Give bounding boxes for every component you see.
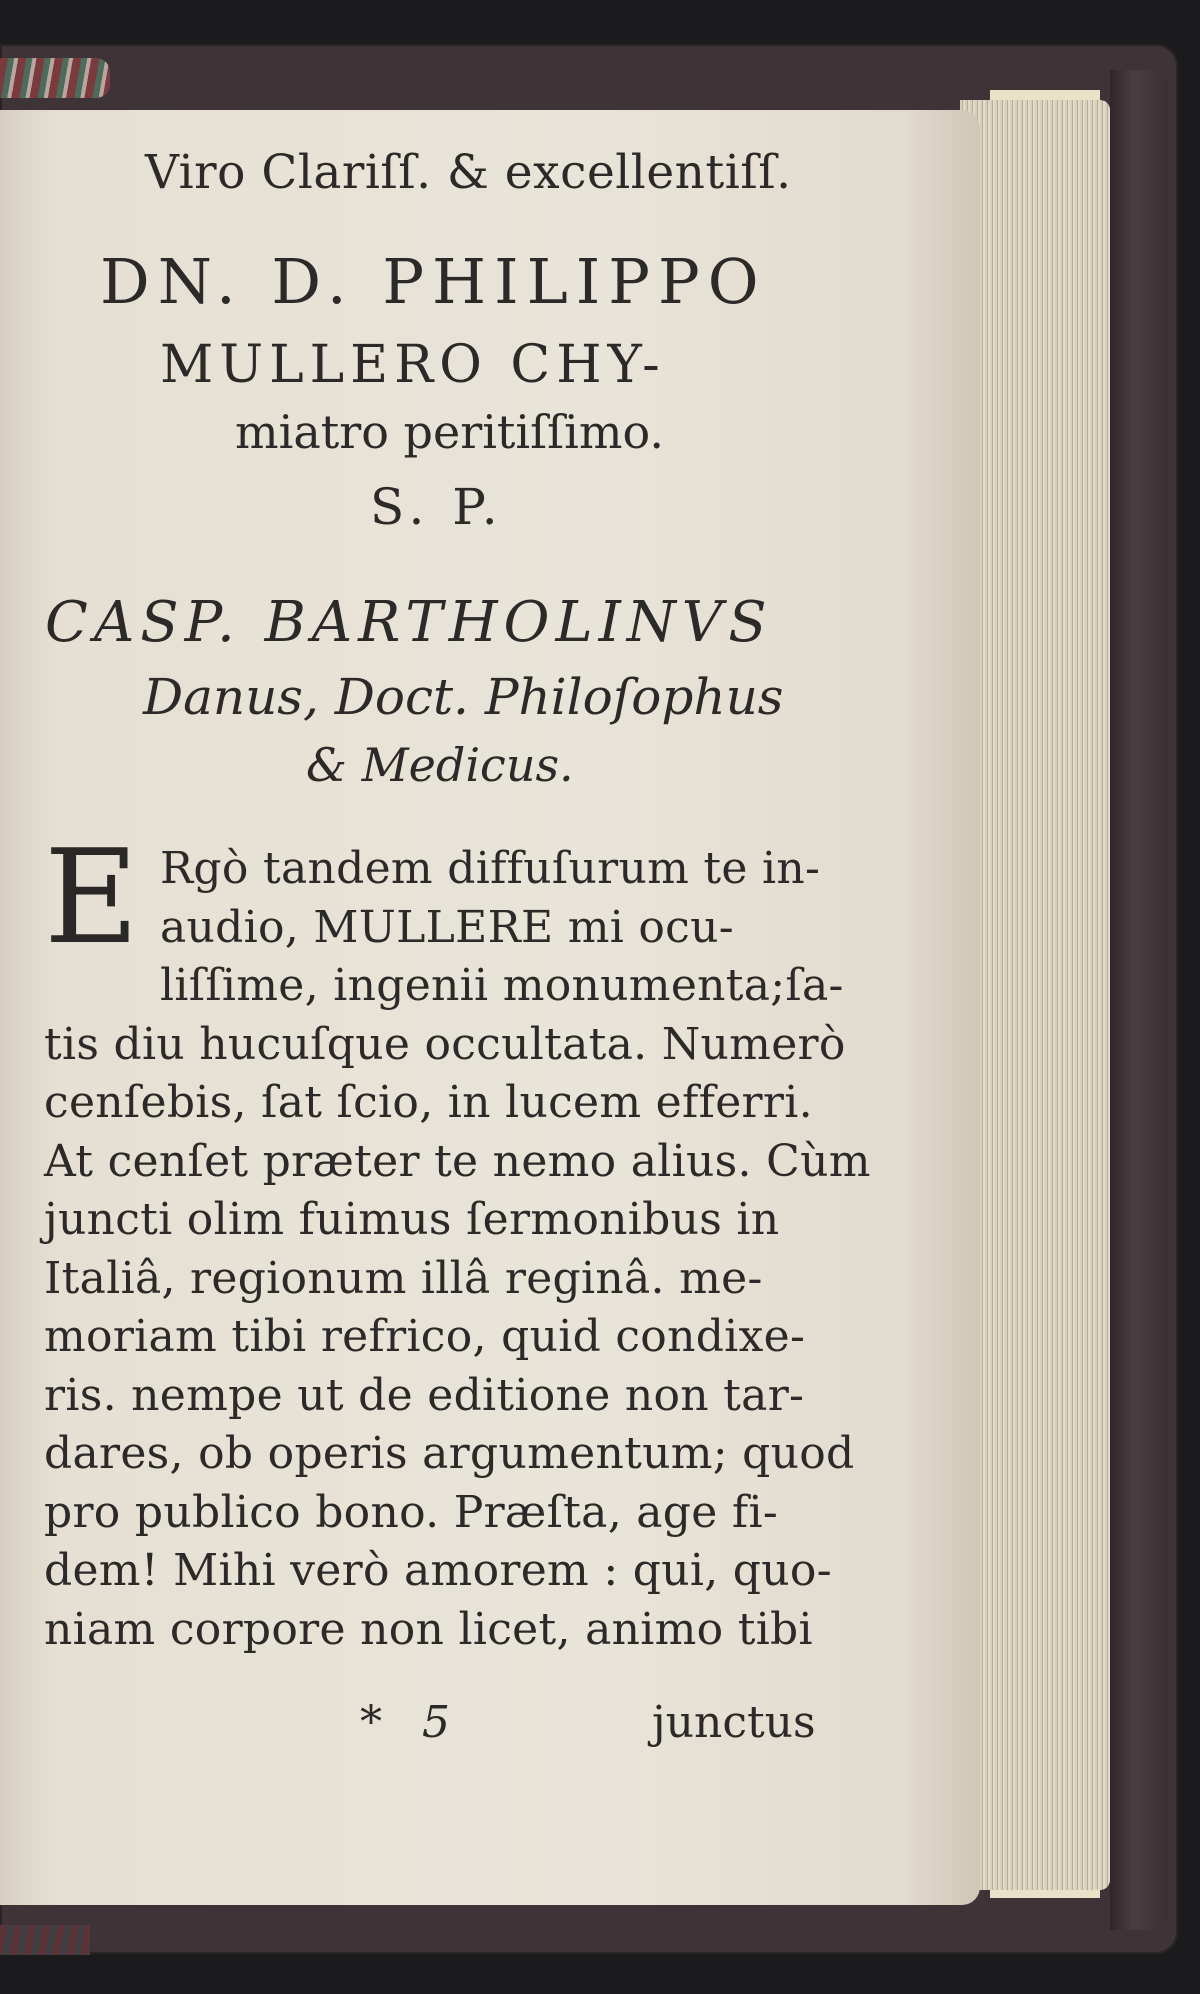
dedication-name-line2: MULLERO CHY- <box>160 335 666 395</box>
body-line: tis diu hucuſque occultata. Numerò <box>44 1018 846 1070</box>
bookmark-ribbon-bottom <box>0 1925 90 1955</box>
drop-cap: E <box>44 821 139 973</box>
author-title-line1: Danus, Doct. Philoſophus <box>143 668 784 726</box>
body-line: At cenſet præter te nemo alius. Cùm <box>44 1135 871 1187</box>
author-name: CASP. BARTHOLINVS <box>45 590 773 655</box>
body-line: liſſime, ingenii monumenta;ſa- <box>160 960 844 1011</box>
body-line: audio, MULLERE mi ocu- <box>160 901 734 953</box>
page-edges <box>960 100 1110 1890</box>
signature-star: * <box>360 1697 382 1748</box>
dedication-name-line1: DN. D. PHILIPPO <box>100 245 767 318</box>
dedication-greeting: S. P. <box>370 478 504 536</box>
body-line: niam corpore non licet, animo tibi <box>44 1603 813 1655</box>
body-line: Rgò tandem diffuſurum te in- <box>160 843 821 894</box>
body-line: ris. nempe ut de editione non tar- <box>44 1369 805 1421</box>
body-line: dem! Mihi verò amorem : qui, quo- <box>44 1545 832 1596</box>
dedication-salutation: Viro Clariſſ. & excellentiſſ. <box>145 145 792 200</box>
catchword: junctus <box>652 1697 816 1748</box>
signature-mark: 5 <box>422 1697 450 1748</box>
dedication-name-line3: miatro peritiſſimo. <box>235 405 665 459</box>
cover-edge <box>1110 70 1168 1930</box>
author-title-line2: & Medicus. <box>306 738 574 792</box>
body-line: Italiâ, regionum illâ reginâ. me- <box>44 1252 763 1304</box>
body-line: juncti olim fuimus ſermonibus in <box>44 1194 780 1245</box>
body-line: pro publico bono. Præſta, age fi- <box>44 1486 779 1538</box>
bookmark-ribbon <box>0 58 110 98</box>
body-line: moriam tibi refrico, quid condixe- <box>44 1311 806 1362</box>
body-line: cenſebis, ſat ſcio, in lucem efferri. <box>44 1077 813 1128</box>
body-line: dares, ob operis argumentum; quod <box>44 1428 855 1479</box>
